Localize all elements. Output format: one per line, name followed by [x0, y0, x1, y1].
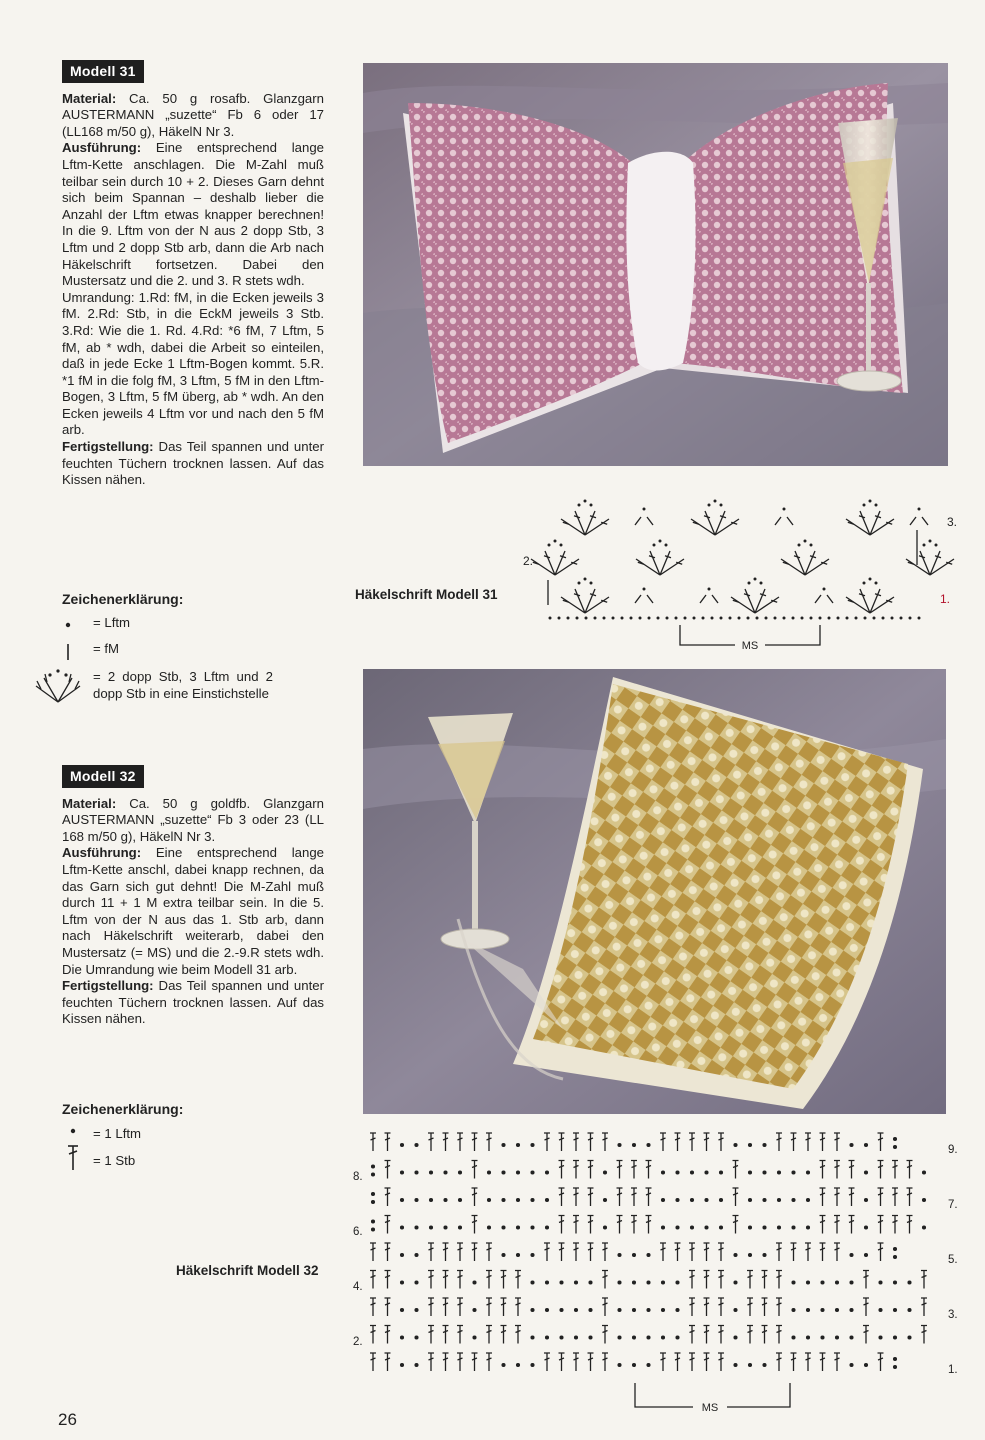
crochet-chart-31 [515, 485, 965, 655]
row-label-left: 6. [353, 1226, 363, 1238]
modell-32-ausfuehrung: Ausführung: Eine entsprechend lange Lftm-Kette anschl, dabei knapp rechnen, da das Garn sich gut dehnt! Die M-Zahl muß durch 11 + 1 M extra teilbar sein. In die 5. Lftm von der N aus das 1. Stb arb, dann nach Häkelschrift weiterarb, dabei den Mustersatz (= MS) und die 2.-9.R stets wdh. Die Umrandung wie beim Modell 31 arb. [62, 845, 324, 977]
legend-31-symbols [62, 612, 82, 664]
modell-32-legend-title: Zeichenerklärung: [62, 1101, 184, 1117]
crochet-chart-32 [345, 1125, 970, 1425]
modell-32-badge: Modell 32 [62, 765, 144, 788]
legend-31-lftm: = Lftm [93, 615, 131, 630]
row-label-right: 1. [948, 1364, 958, 1376]
row-label-right: 7. [948, 1199, 958, 1211]
modell-32-material: Material: Ca. 50 g goldfb. Glanzgarn AUSTERMANN „suzette“ Fb 3 oder 23 (LL 168 m/50 g), HäkelN Nr 3. [62, 795, 324, 844]
modell-31-badge: Modell 31 [62, 60, 144, 83]
legend-32-lftm: = 1 Lftm [93, 1126, 142, 1141]
modell-31-umrandung: Umrandung: 1.Rd: fM, in die Ecken jeweils 3 fM. 2.Rd: Stb, in die EckM jeweils 3 Stb. 3.Rd: Wie die 1. Rd. 4.Rd: *6 fM, 7 Lftm, 5 fM, ab * wdh, dabei die Arbeit so einteilen, daß in jede Ecke 1 Lftm-Bogen kommt. 5.R. *1 fM in die folg fM, 3 Lftm, 5 fM in den Lftm-Bogen, 3 Lftm, 5 fM überg, ab * wdh. An den Ecken jeweils 4 Lftm vor und nach den 5 fM arb. [62, 289, 324, 438]
modell-32-fertigstellung: Fertigstellung: Das Teil spannen und unter feuchten Tüchern trocknen lassen. Auf das Kissen nähen. [62, 978, 324, 1027]
chain-dot-icon [66, 623, 70, 627]
row-label-left: 2. [353, 1336, 363, 1348]
row-label-left: 8. [353, 1171, 363, 1183]
modell-31-legend-title: Zeichenerklärung: [62, 591, 184, 607]
ms-label-32: MS [701, 1402, 719, 1414]
modell-32-photo [363, 669, 946, 1114]
chart-caption-31: Häkelschrift Modell 31 [355, 587, 498, 602]
row-label-left: 4. [353, 1281, 363, 1293]
chain-dot-icon [71, 1129, 75, 1133]
modell-31-text [62, 60, 324, 489]
row-label-right: 9. [948, 1144, 958, 1156]
row-label-1: 1. [940, 592, 951, 606]
legend-31-fan: = 2 dopp Stb, 3 Lftm und 2 dopp Stb in eine Einstichstelle [93, 669, 273, 701]
modell-31-photo [363, 63, 948, 466]
modell-32-text [62, 765, 324, 1028]
legend-31-fm: = fM [93, 641, 120, 656]
row-label-2: 2. [523, 554, 534, 568]
modell-31-ausfuehrung: Ausführung: Eine entsprechend lange Lftm-Kette anschlagen. Die M-Zahl muß teilbar sein durch 10 + 2. Dieses Garn dehnt sich beim Spannan – deshalb lieber die Anzahl der Lftm etwas knapper berechnen! In die 9. Lftm von der N aus 2 dopp Stb, 3 Lftm und 2 dopp Stb arb, dann die Arb nach Häkelschrift fortsetzen. Dabei den Mustersatz und die 2. und 3. R stets wdh. [62, 140, 324, 289]
legend-32-stb: = 1 Stb [93, 1153, 136, 1168]
ms-label-31: MS [741, 640, 759, 652]
legend-32-symbols [66, 1124, 82, 1174]
chart-caption-32: Häkelschrift Modell 32 [176, 1263, 319, 1278]
row-label-right: 3. [948, 1309, 958, 1321]
fan-stitch-icon [30, 668, 90, 708]
treble-crochet-icon [68, 1146, 78, 1170]
page-number: 26 [58, 1410, 77, 1429]
row-label-right: 5. [948, 1254, 958, 1266]
modell-31-material: Material: Ca. 50 g rosafb. Glanzgarn AUSTERMANN „suzette“ Fb 6 oder 17 (LL168 m/50 g), HäkelN Nr 3. [62, 90, 324, 139]
row-label-3: 3. [947, 515, 958, 529]
modell-31-fertigstellung: Fertigstellung: Das Teil spannen und unter feuchten Tüchern trocknen lassen. Auf das Kissen nähen. [62, 439, 324, 488]
